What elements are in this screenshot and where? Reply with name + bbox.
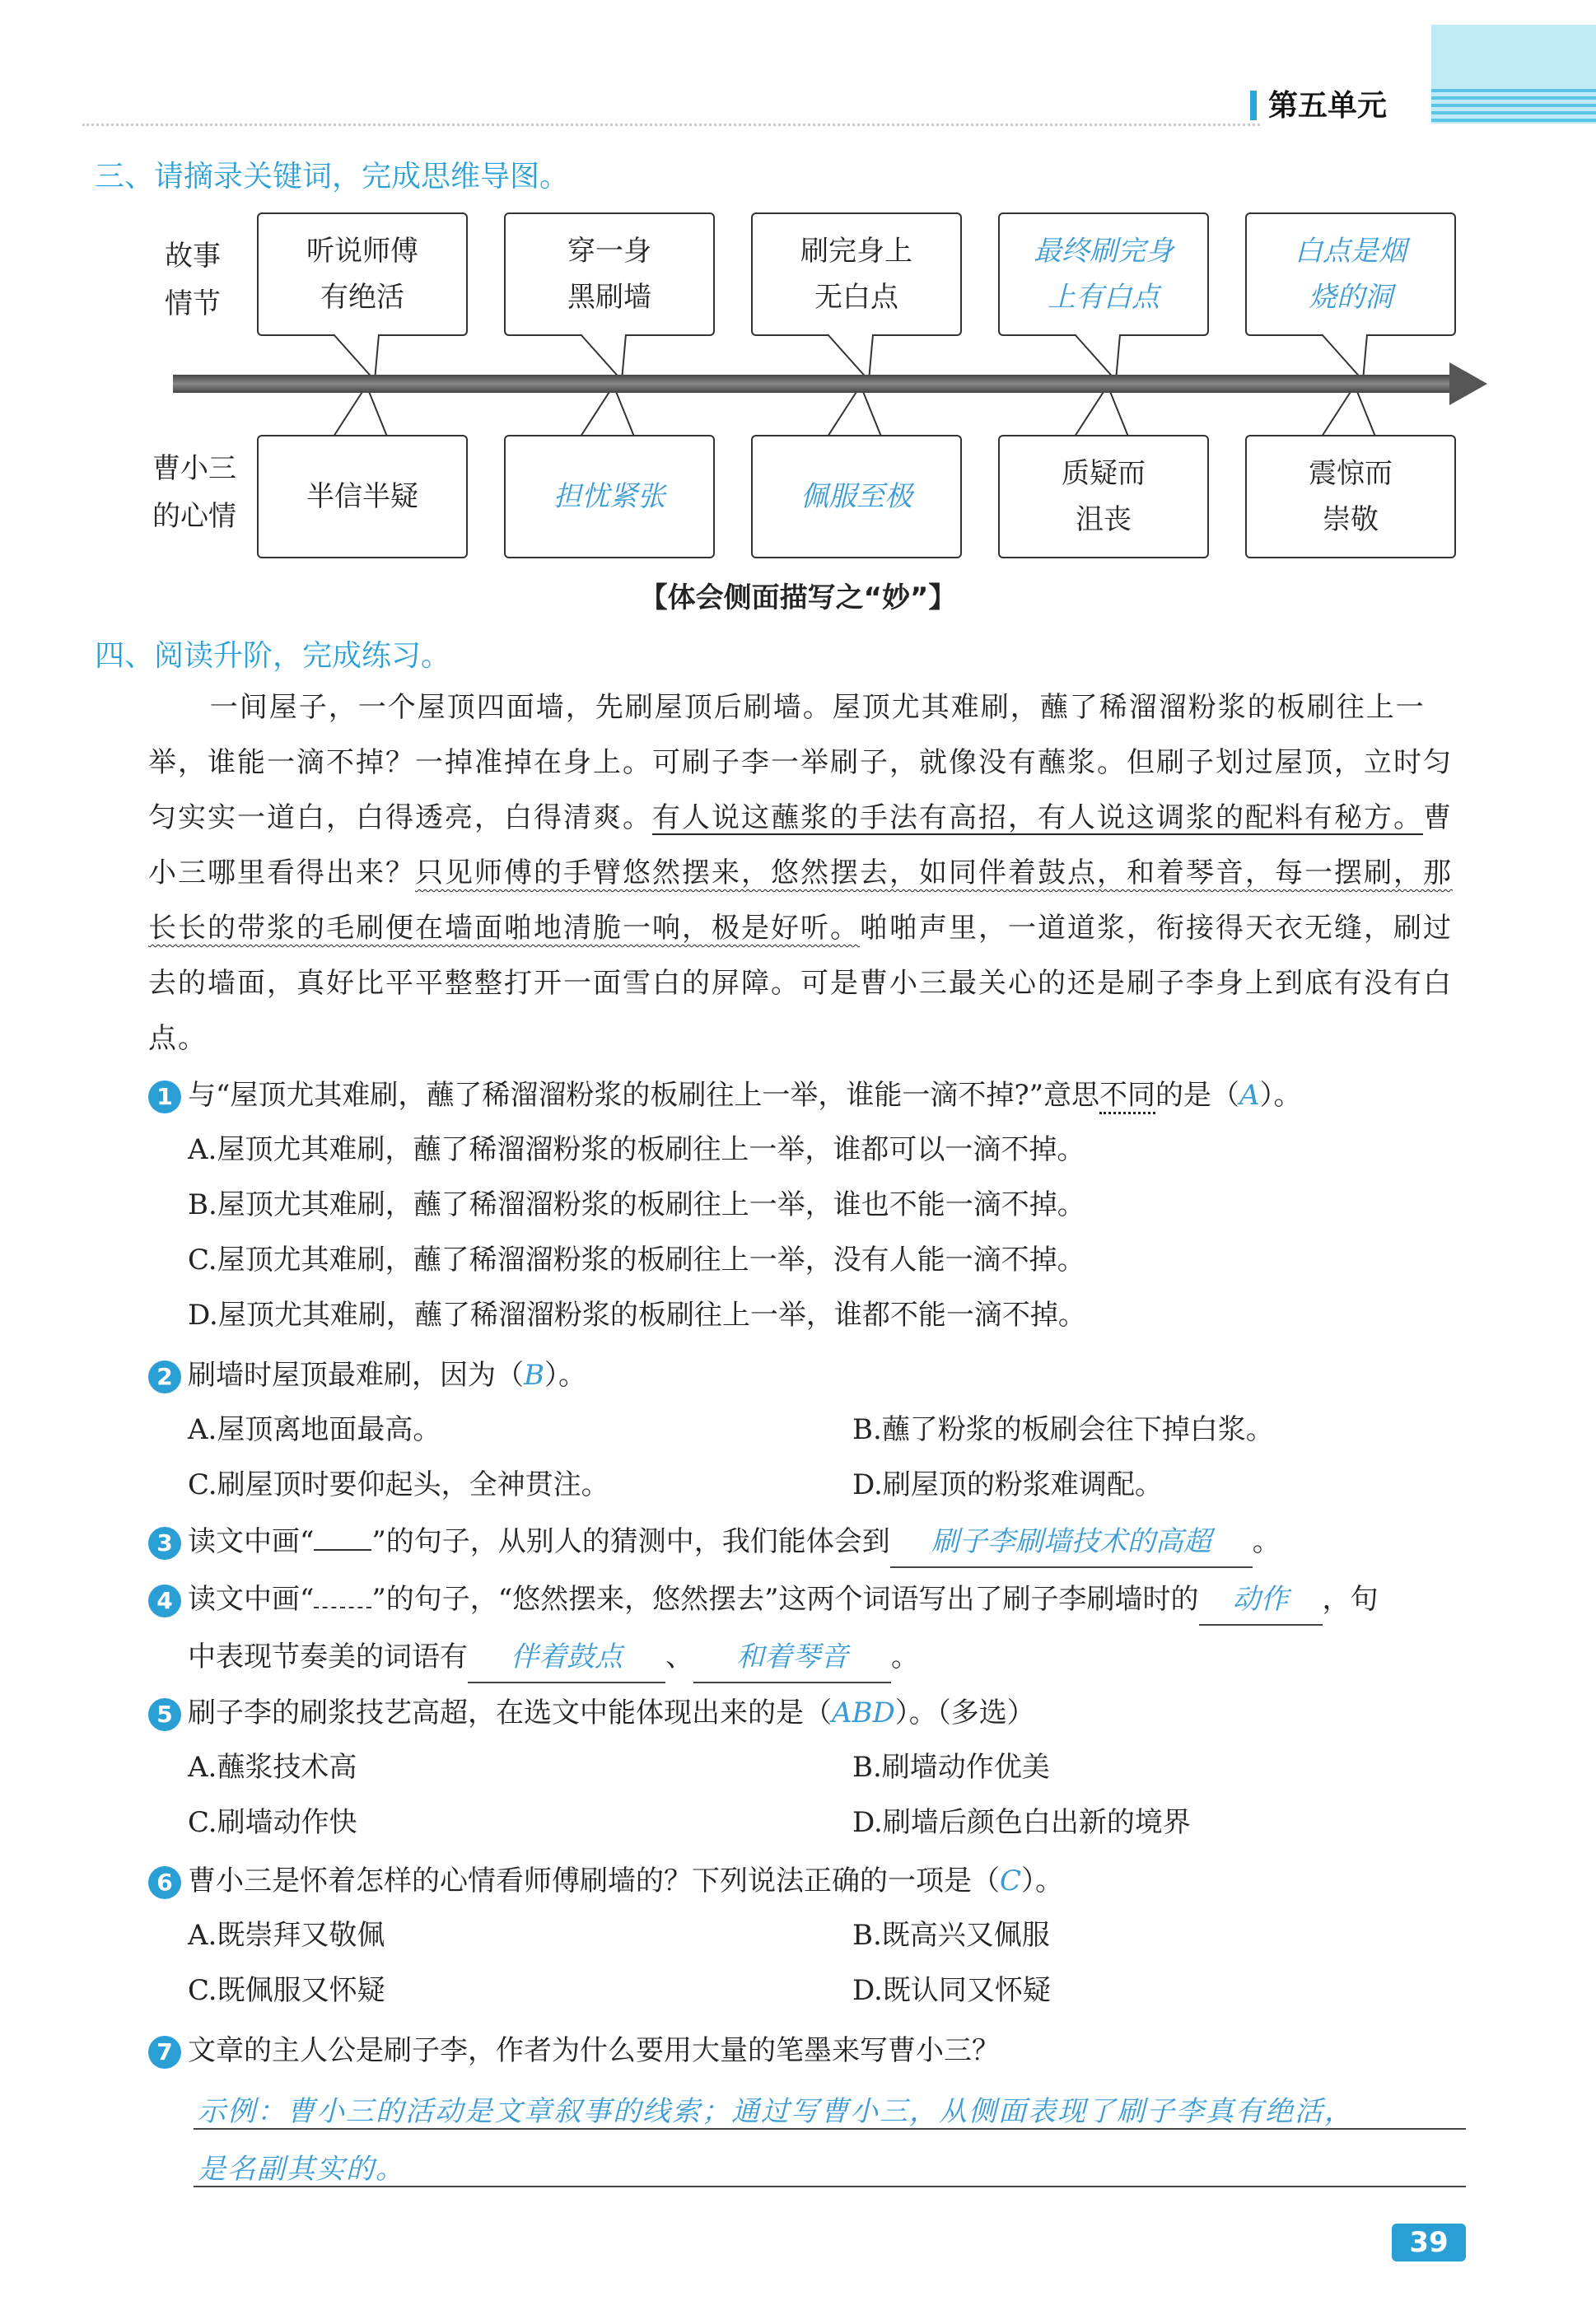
passage-text-2: 曹小三哪里看得出来？: [148, 801, 1453, 889]
question-number: 7: [148, 2036, 181, 2069]
unit-title: 第五单元: [1268, 89, 1388, 123]
reading-passage: [148, 680, 1466, 1066]
passage-text-3: 啪啪声里，一道道浆，衔接得天衣无缝，刷过去的墙面，真好比平平整整打开一面雪白的屏障。可是曹小三最关心的还是刷子李身上到底有没有白点。: [148, 912, 1453, 1055]
question-text: 中表现节奏美的词语有: [188, 1641, 468, 1673]
q5-option-a: A.蘸浆技术高: [188, 1751, 357, 1784]
question-text: ，句: [1322, 1583, 1379, 1616]
answer-rule-2: [194, 2186, 1466, 2187]
question-5: [148, 1688, 1035, 1738]
q5-option-c: C.刷墙动作快: [188, 1806, 357, 1839]
question-text: 、: [665, 1641, 693, 1673]
question-text: 。: [1252, 1525, 1281, 1558]
timeline-arrowhead: [1449, 362, 1487, 405]
question-text: 。: [891, 1641, 919, 1673]
q2-option-a: A.屋顶离地面最高。: [188, 1413, 441, 1446]
story-box-1: 听说师傅 有绝活: [257, 212, 468, 336]
passage-underlined-sentence: 有人说这蘸浆的手法有高招，有人说这调浆的配料有秘方。: [652, 801, 1423, 834]
question-text: 的是（: [1155, 1079, 1239, 1112]
straight-line-sample: [314, 1524, 371, 1551]
question-text: 刷墙时屋顶最难刷，因为（: [188, 1359, 524, 1392]
answer-rule-1: [194, 2128, 1466, 2130]
question-text: ）。: [1259, 1079, 1302, 1112]
question-number: 6: [148, 1866, 181, 1899]
story-box-5: 白点是烟 烧的洞: [1245, 212, 1456, 336]
story-box-4: 最终刷完身 上有白点: [998, 212, 1209, 336]
timeline-arrow: [173, 375, 1458, 393]
question-text: 文章的主人公是刷子李，作者为什么要用大量的笔墨来写曹小三？: [188, 2034, 1000, 2067]
answer-text: B: [524, 1359, 544, 1392]
answer-blank: 伴着鼓点: [468, 1632, 665, 1683]
question-number: 2: [148, 1361, 181, 1393]
q6-option-d: D.既认同又怀疑: [852, 1974, 1051, 2007]
mood-box-3: 佩服至极: [751, 435, 962, 558]
mood-box-4: 质疑而 沮丧: [998, 435, 1209, 558]
question-number: 4: [148, 1585, 181, 1617]
question-text: 刷子李的刷浆技艺高超，在选文中能体现出来的是（: [188, 1697, 832, 1729]
story-box-2: 穿一身 黑刷墙: [504, 212, 715, 336]
q1-option-a: A.屋顶尤其难刷，蘸了稀溜溜粉浆的板刷往上一举，谁都可以一滴不掉。: [188, 1133, 1085, 1166]
question-text: 与“屋顶尤其难刷，蘸了稀溜溜粉浆的板刷往上一举，谁能一滴不掉?”意思: [188, 1079, 1099, 1112]
story-row-label: 故事 情节: [165, 240, 221, 320]
answer-blank: 动作: [1199, 1575, 1323, 1626]
question-2: [148, 1351, 586, 1400]
story-box-3: 刷完身上 无白点: [751, 212, 962, 336]
question-6: [148, 1856, 1063, 1906]
question-1: [148, 1071, 1302, 1120]
question-text: 曹小三是怀着怎样的心情看师傅刷墙的？下列说法正确的一项是（: [188, 1865, 1000, 1897]
question-text: 读文中画“: [188, 1525, 315, 1558]
question-number: 3: [148, 1527, 181, 1560]
q1-option-d: D.屋顶尤其难刷，蘸了稀溜溜粉浆的板刷往上一举，谁都不能一滴不掉。: [188, 1299, 1086, 1332]
mood-box-2: 担忧紧张: [504, 435, 715, 558]
q7-answer-line-1: 示例：曹小三的活动是文章叙事的线索；通过写曹小三，从侧面表现了刷子李真有绝活，: [198, 2095, 1354, 2128]
question-7: [148, 2026, 1000, 2075]
question-text: ”的句子，“悠然摆来，悠然摆去”这两个词语写出了刷子李刷墙时的: [371, 1583, 1199, 1616]
question-text: 读文中画“: [188, 1583, 315, 1616]
q7-answer-line-2: 是名副其实的。: [198, 2153, 405, 2186]
q1-option-c: C.屋顶尤其难刷，蘸了稀溜溜粉浆的板刷往上一举，没有人能一滴不掉。: [188, 1244, 1085, 1277]
mood-box-1: 半信半疑: [257, 435, 468, 558]
q1-option-b: B.屋顶尤其难刷，蘸了稀溜溜粉浆的板刷往上一举，谁也不能一滴不掉。: [188, 1188, 1085, 1221]
question-text: ”的句子，从别人的猜测中，我们能体会到: [371, 1525, 890, 1558]
q6-option-a: A.既崇拜又敬佩: [188, 1919, 385, 1952]
answer-text: ABD: [832, 1697, 895, 1729]
answer-blank: 刷子李刷墙技术的高超: [890, 1517, 1253, 1568]
emphasis-text: 不同: [1099, 1079, 1155, 1114]
section4-title: 四、阅读升阶，完成练习。: [95, 639, 451, 673]
mood-row-label: 曹小三 的心情: [152, 452, 236, 533]
q5-option-d: D.刷墙后颜色白出新的境界: [852, 1806, 1191, 1839]
answer-text: C: [1000, 1865, 1022, 1897]
mindmap-caption: 【体会侧面描写之“妙”】: [639, 581, 957, 614]
q2-option-c: C.刷屋顶时要仰起头，全神贯注。: [188, 1468, 609, 1501]
answer-blank: 和着琴音: [693, 1632, 891, 1683]
passage-wavy-sentence: 只见师傅的手臂悠然摆来，悠然摆去，如同伴着鼓点，和着琴音，每一摆刷，那长长的带浆的毛刷便在墙面啪地清脆一响，极是好听。: [148, 856, 1453, 945]
wavy-line-sample: [314, 1582, 371, 1608]
section3-title: 三、请摘录关键词，完成思维导图。: [95, 160, 570, 194]
answer-text: A: [1239, 1079, 1260, 1112]
question-4-line2: [188, 1632, 919, 1683]
passage-text-1: 一间屋子，一个屋顶四面墙，先刷屋顶后刷墙。屋顶尤其难刷，蘸了稀溜溜粉浆的板刷往上一举，谁能一滴不掉？一掉准掉在身上。可刷子李一举刷子，就像没有蘸浆。但刷子划过屋顶，立时匀匀实实一道白，白得透亮，白得清爽。: [148, 691, 1453, 834]
question-3: [148, 1517, 1281, 1568]
question-text: ）。（多选）: [894, 1697, 1035, 1729]
q5-option-b: B.刷墙动作优美: [852, 1751, 1050, 1784]
question-text: ）。: [1021, 1865, 1064, 1897]
page-number: 39: [1392, 2224, 1466, 2261]
q6-option-b: B.既高兴又佩服: [852, 1919, 1050, 1952]
question-text: ）。: [544, 1359, 586, 1392]
question-number: 1: [148, 1080, 181, 1113]
mood-box-5: 震惊而 崇敬: [1245, 435, 1456, 558]
q2-option-b: B.蘸了粉浆的板刷会往下掉白浆。: [852, 1413, 1274, 1446]
q6-option-c: C.既佩服又怀疑: [188, 1974, 385, 2007]
question-4: [148, 1575, 1379, 1626]
q2-option-d: D.刷屋顶的粉浆难调配。: [852, 1468, 1163, 1501]
question-number: 5: [148, 1698, 181, 1731]
